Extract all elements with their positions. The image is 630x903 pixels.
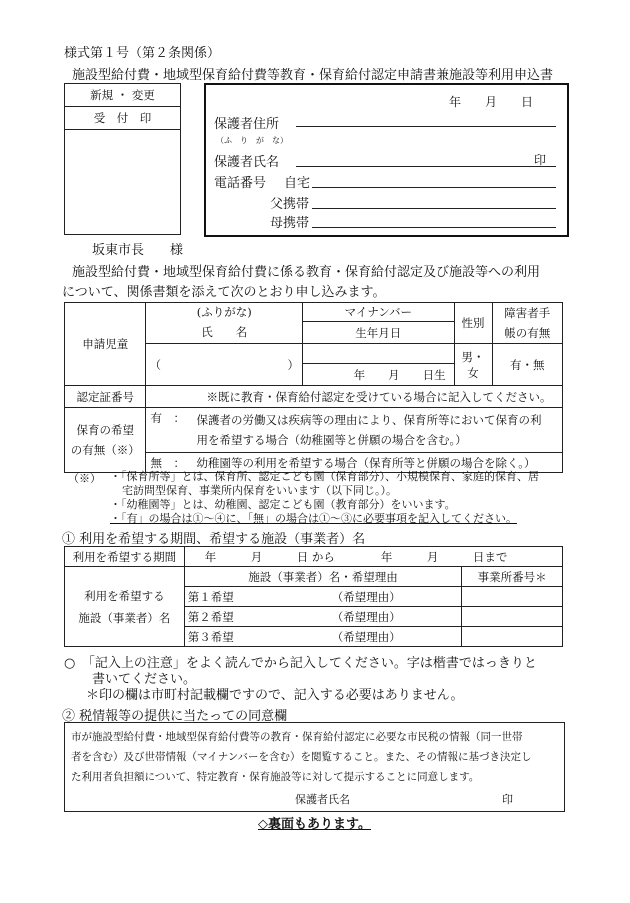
intro-line-2: について、関係書類を添えて次のとおり申し込みます。 — [62, 285, 386, 300]
office-number-1[interactable] — [462, 587, 563, 607]
facility-choice-3[interactable]: 第３希望 （希望理由） — [184, 627, 462, 647]
hope-yes-text-2: 用を希望する場合（幼稚園等と併願の場合を含む。） — [196, 433, 467, 447]
mother-phone-field[interactable] — [312, 227, 556, 228]
reverse-side-note: ◇裏面もあります。 — [258, 817, 371, 832]
hope-no-text: 幼稚園等の利用を希望する場合（保育所等と併願の場合を除く。） — [196, 455, 536, 470]
application-date: 年 月 日 — [449, 95, 534, 109]
phone-label: 電話番号 — [214, 176, 267, 191]
reception-type: 新規 ・ 変更 — [65, 84, 180, 107]
father-phone-label: 父携帯 — [270, 197, 310, 212]
consent-guardian-label: 保護者氏名 — [295, 793, 350, 806]
hope-no-label: 無 ： — [150, 455, 185, 470]
period-label: 利用を希望する期間 — [65, 547, 185, 567]
facility-label: 利用を希望する 施設（事業者）名 — [65, 567, 185, 647]
consent-seal[interactable]: 印 — [502, 793, 513, 806]
address-label: 保護者住所 — [214, 117, 280, 132]
office-number-header: 事業所番号＊ — [462, 567, 563, 587]
furigana-label: （ふ り が な） — [216, 136, 288, 145]
disability-header: 障害者手 帳の有無 — [492, 303, 563, 344]
consent-text-2: 者を含む）及び世帯情報（マイナンバーを含む）を閲覧すること。また、その情報に基づき決定し — [71, 751, 532, 763]
child-row-header: 申請児童 — [65, 303, 146, 386]
disability-options[interactable]: 有・無 — [492, 344, 563, 386]
sex-header: 性別 — [454, 303, 492, 344]
mother-phone-label: 母携帯 — [270, 216, 310, 231]
section2-heading: ② 税情報等の提供に当たっての同意欄 — [62, 709, 288, 724]
facility-choice-1[interactable]: 第１希望 （希望理由） — [184, 587, 462, 607]
section1-heading: ① 利用を希望する期間、希望する施設（事業者）名 — [62, 532, 366, 547]
mynumber-cell[interactable] — [302, 344, 454, 364]
child-table — [64, 302, 563, 473]
notes-mark: （※） — [68, 472, 101, 485]
mynumber-header: マイナンバー — [302, 303, 454, 322]
consent-text-3: た利用者負担額について、特定教育・保育施設等に対して提示することに同意します。 — [71, 771, 480, 783]
hope-yes-row[interactable] — [146, 408, 563, 453]
cert-number-note[interactable]: ※既に教育・保育給付認定を受けている場合に記入してください。 — [146, 386, 563, 408]
office-number-3[interactable] — [462, 627, 563, 647]
guardian-name-label: 保護者氏名 — [214, 155, 280, 170]
hope-yes-text-1: 保護者の労働又は疾病等の理由により、保育所等において保育の利 — [196, 413, 542, 427]
reception-box — [64, 83, 181, 235]
form-title: 施設型給付費・地域型保育給付費等教育・保育給付認定申請書兼施設等利用申込書 — [72, 68, 554, 83]
office-number-2[interactable] — [462, 607, 563, 627]
birthdate-cell[interactable]: 年 月 日生 — [302, 364, 454, 386]
notes-list: ・「保育所等」とは、保育所、認定こども園（保育部分）、小規模保育、家庭的保育、居 宅訪問型保育、事業所内保育をいいます（以下同じ。）。 ・「幼稚園等」とは、幼稚園、認定こども園（教育部分）をいいます。 ・「有」の場合は①～④に、「無」の場合は①～③に必要事項を記入してください。 — [110, 470, 539, 525]
childcare-hope-label: 保育の希望 の有無（※） — [65, 408, 146, 473]
facility-header: 施設（事業者）名・希望理由 — [184, 567, 462, 587]
reception-stamp-label: 受 付 印 — [65, 107, 180, 130]
child-name-cell[interactable]: （ ） — [146, 344, 303, 386]
father-phone-field[interactable] — [312, 208, 556, 209]
intro-line-1: 施設型給付費・地域型保育給付費に係る教育・保育給付認定及び施設等への利用 — [72, 265, 541, 280]
birthdate-header: 生年月日 — [302, 322, 454, 344]
cert-number-label: 認定証番号 — [65, 386, 146, 408]
facility-choice-2[interactable]: 第２希望 （希望理由） — [184, 607, 462, 627]
facility-table — [64, 546, 563, 647]
seal-mark: 印 — [534, 153, 547, 167]
period-value[interactable]: 年 月 日 から 年 月 日まで — [184, 547, 562, 567]
name-header: 氏 名 — [146, 322, 303, 344]
notice: ○ 「記入上の注意」をよく読んでから記入してください。字は楷書ではっきりと 書いてください。 ＊印の欄は市町村記載欄ですので、記入する必要はありません。 — [64, 656, 537, 703]
hope-yes-label: 有 ： — [150, 411, 185, 425]
addressee: 坂東市長 様 — [92, 243, 184, 258]
consent-text-1: 市が施設型給付費・地域型保育給付費等の教育・保育給付認定に必要な市民税の情報（同一世帯 — [71, 731, 523, 743]
consent-box — [64, 722, 565, 812]
furigana-header: (ふりがな) — [146, 303, 303, 322]
form-number: 様式第１号（第２条関係） — [64, 46, 221, 61]
address-field[interactable] — [296, 126, 556, 127]
guardian-name-field[interactable] — [296, 166, 556, 167]
sex-options[interactable]: 男・女 — [454, 344, 492, 386]
home-phone-label: 自宅 — [284, 176, 311, 191]
home-phone-field[interactable] — [312, 187, 556, 188]
